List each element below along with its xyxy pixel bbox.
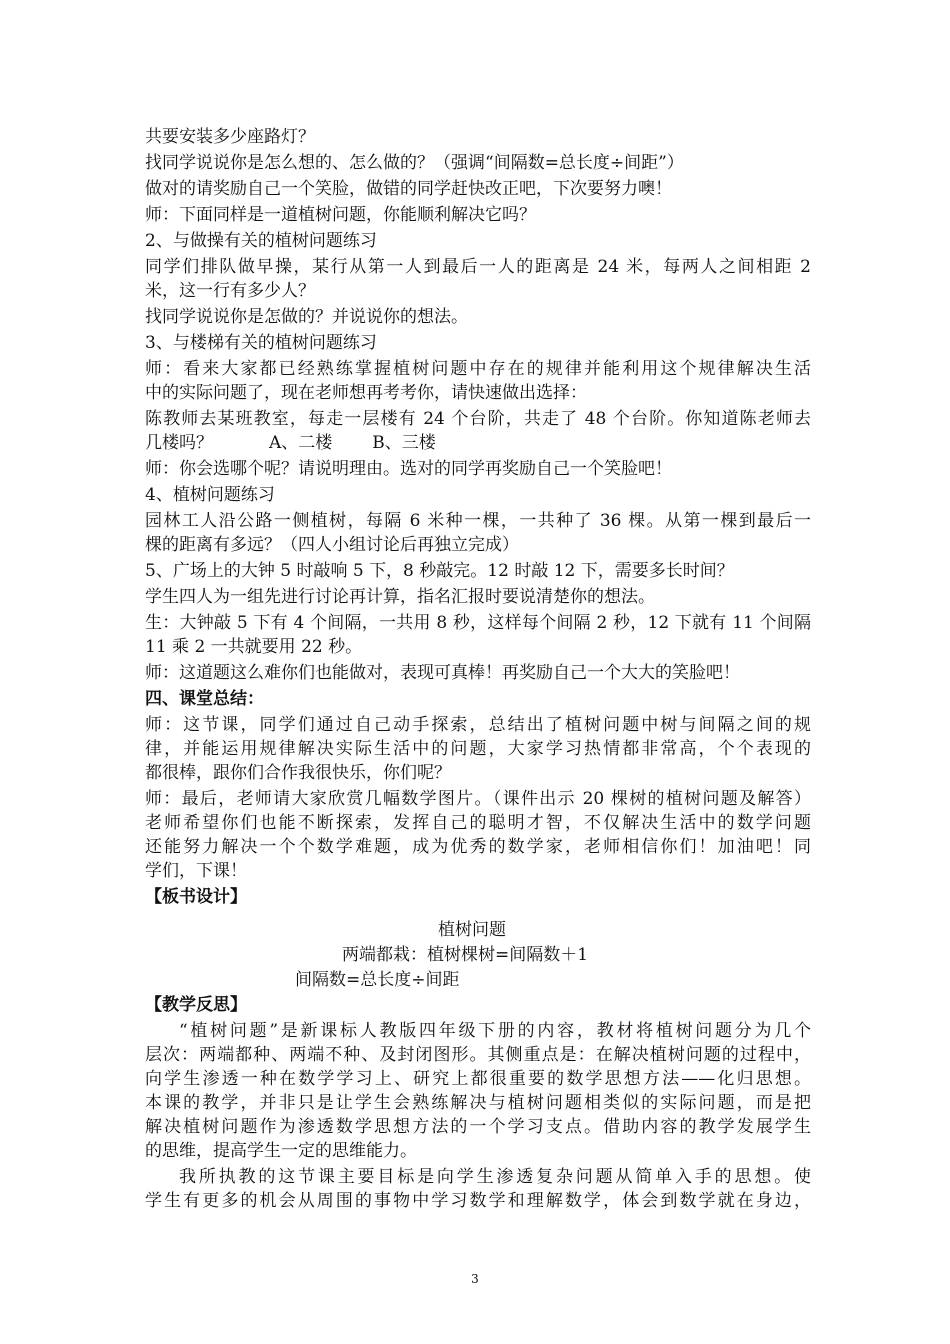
section-heading: 【教学反思】	[145, 995, 247, 1015]
section-heading: 四、课堂总结：	[145, 689, 264, 709]
text-line: 向学生渗透一种在数学学习上、研究上都很重要的数学思想方法——化归思想。	[145, 1069, 811, 1089]
text-line: 共要安装多少座路灯？	[145, 127, 315, 147]
page-number: 3	[471, 1272, 479, 1286]
text-line: 找同学说说你是怎做的？并说说你的想法。	[145, 307, 468, 327]
text-line: 11 乘 2 一共就要用 22 秒。	[145, 637, 363, 657]
board-formula: 间隔数=总长度÷间距	[295, 970, 460, 990]
text-line: 的思维，提高学生一定的思维能力。	[145, 1141, 417, 1161]
option-b: B、三楼	[372, 433, 436, 453]
text-line: 学生四人为一组先进行讨论再计算，指名汇报时要说清楚你的想法。	[145, 587, 655, 607]
section-heading: 3、与楼梯有关的植树问题练习	[145, 333, 377, 353]
text-line: 5、广场上的大钟 5 时敲响 5 下，8 秒敲完。12 时敲 12 下，需要多长时间？	[145, 561, 734, 581]
text-line: 都很棒，跟你们合作我很快乐，你们呢？	[145, 763, 451, 783]
text-line: 律，并能运用规律解决实际生活中的问题，大家学习热情都非常高，个个表现的	[145, 739, 811, 759]
text-line: “植树问题”是新课标人教版四年级下册的内容，教材将植树问题分为几个	[179, 1021, 811, 1041]
text-line: 同学们排队做早操，某行从第一人到最后一人的距离是 24 米，每两人之间相距 2	[145, 257, 811, 277]
text-line: 师：看来大家都已经熟练掌握植树问题中存在的规律并能利用这个规律解决生活	[145, 359, 811, 379]
text-line: 还能努力解决一个个数学难题，成为优秀的数学家，老师相信你们！加油吧！同	[145, 837, 811, 857]
question-options-line	[145, 431, 811, 455]
text-line: 层次：两端都种、两端不种、及封闭图形。其侧重点是：在解决植树问题的过程中，	[145, 1045, 811, 1065]
option-a: A、二楼	[269, 433, 333, 453]
text-line: 本课的教学，并非只是让学生会熟练解决与植树问题相类似的实际问题，而是把	[145, 1093, 811, 1113]
text-line: 老师希望你们也能不断探索，发挥自己的聪明才智，不仅解决生活中的数学问题	[145, 813, 811, 833]
text-fragment: 几楼吗？	[145, 433, 213, 453]
board-title: 植树问题	[438, 920, 506, 940]
text-line: 找同学说说你是怎么想的、怎么做的？（强调“间隔数=总长度÷间距”）	[145, 153, 684, 173]
section-heading: 2、与做操有关的植树问题练习	[145, 231, 377, 251]
board-formula: 两端都栽：植树棵树=间隔数＋1	[342, 945, 589, 965]
text-line: 师：这道题这么难你们也能做对，表现可真棒！再奖励自己一个大大的笑脸吧！	[145, 663, 740, 683]
text-line: 棵的距离有多远？（四人小组讨论后再独立完成）	[145, 535, 519, 555]
text-line: 学们，下课！	[145, 861, 247, 881]
section-heading: 【板书设计】	[145, 887, 247, 907]
text-line: 园林工人沿公路一侧植树，每隔 6 米种一棵，一共种了 36 棵。从第一棵到最后一	[145, 511, 811, 531]
text-line: 学生有更多的机会从周围的事物中学习数学和理解数学，体会到数学就在身边，	[145, 1191, 811, 1211]
text-line: 米，这一行有多少人？	[145, 281, 315, 301]
text-line: 中的实际问题了，现在老师想再考考你，请快速做出选择：	[145, 383, 587, 403]
text-line: 陈教师去某班教室，每走一层楼有 24 个台阶，共走了 48 个台阶。你知道陈老师去	[145, 409, 811, 429]
text-line: 师：下面同样是一道植树问题，你能顺利解决它吗？	[145, 205, 536, 225]
text-line: 解决植树问题作为渗透数学思想方法的一个学习支点。借助内容的教学发展学生	[145, 1117, 811, 1137]
text-line: 做对的请奖励自己一个笑脸，做错的同学赶快改正吧，下次要努力噢！	[145, 179, 672, 199]
text-line: 生：大钟敲 5 下有 4 个间隔，一共用 8 秒，这样每个间隔 2 秒，12 下就有 11 个间隔	[145, 613, 811, 633]
text-line: 师：你会选哪个呢？请说明理由。选对的同学再奖励自己一个笑脸吧！	[145, 459, 672, 479]
text-line: 师：最后，老师请大家欣赏几幅数学图片。（课件出示 20 棵树的植树问题及解答）	[145, 789, 811, 809]
text-line: 师：这节课，同学们通过自己动手探索，总结出了植树问题中树与间隔之间的规	[145, 715, 811, 735]
text-line: 我所执教的这节课主要目标是向学生渗透复杂问题从简单入手的思想。使	[179, 1167, 811, 1187]
section-heading: 4、植树问题练习	[145, 485, 275, 505]
